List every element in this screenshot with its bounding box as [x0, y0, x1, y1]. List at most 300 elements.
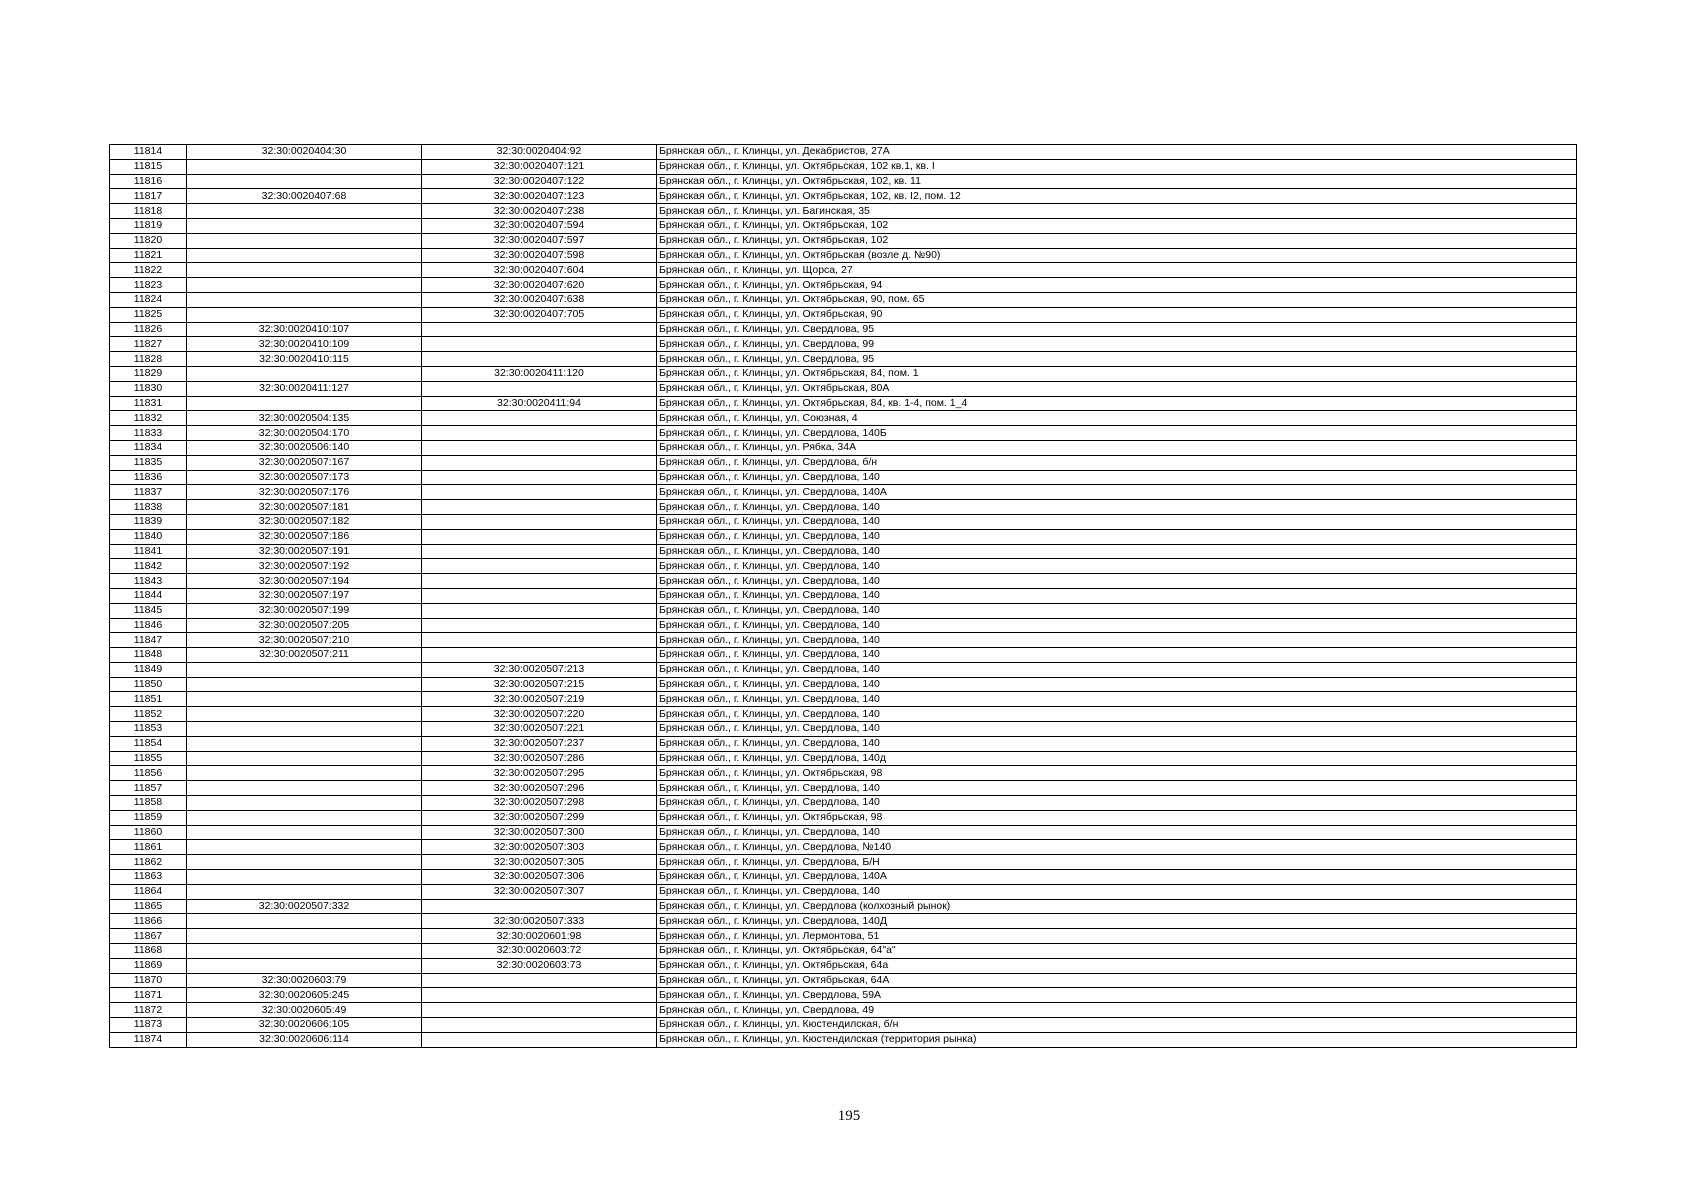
row-number-cell: 11871 [110, 988, 187, 1003]
row-number-cell: 11852 [110, 707, 187, 722]
address-cell: Брянская обл., г. Клинцы, ул. Октябрьская, 80А [657, 381, 1577, 396]
table-row [110, 603, 1577, 618]
row-number-cell: 11851 [110, 692, 187, 707]
address-cell: Брянская обл., г. Клинцы, ул. Октябрьская, 98 [657, 766, 1577, 781]
address-cell: Брянская обл., г. Клинцы, ул. Октябрьская, 102 [657, 218, 1577, 233]
object-cadastral-number-cell: 32:30:0020407:705 [422, 307, 657, 322]
row-number-cell: 11863 [110, 870, 187, 885]
land-cadastral-number-cell: 32:30:0020507:332 [187, 899, 422, 914]
object-cadastral-number-cell [422, 899, 657, 914]
address-cell: Брянская обл., г. Клинцы, ул. Свердлова, 95 [657, 322, 1577, 337]
table-row [110, 840, 1577, 855]
land-cadastral-number-cell [187, 855, 422, 870]
row-number-cell: 11858 [110, 796, 187, 811]
land-cadastral-number-cell [187, 944, 422, 959]
land-cadastral-number-cell [187, 870, 422, 885]
row-number-cell: 11835 [110, 455, 187, 470]
address-cell: Брянская обл., г. Клинцы, ул. Свердлова, 140д [657, 751, 1577, 766]
row-number-cell: 11873 [110, 1018, 187, 1033]
address-cell: Брянская обл., г. Клинцы, ул. Свердлова, 140 [657, 574, 1577, 589]
row-number-cell: 11828 [110, 352, 187, 367]
address-cell: Брянская обл., г. Клинцы, ул. Октябрьская, 90 [657, 307, 1577, 322]
address-cell: Брянская обл., г. Клинцы, ул. Щорса, 27 [657, 263, 1577, 278]
land-cadastral-number-cell: 32:30:0020507:167 [187, 455, 422, 470]
table-row [110, 810, 1577, 825]
table-row [110, 278, 1577, 293]
object-cadastral-number-cell [422, 500, 657, 515]
address-cell: Брянская обл., г. Клинцы, ул. Октябрьская, 102 [657, 233, 1577, 248]
table-row [110, 618, 1577, 633]
row-number-cell: 11831 [110, 396, 187, 411]
land-cadastral-number-cell [187, 278, 422, 293]
address-cell: Брянская обл., г. Клинцы, ул. Союзная, 4 [657, 411, 1577, 426]
object-cadastral-number-cell [422, 973, 657, 988]
land-cadastral-number-cell [187, 218, 422, 233]
address-cell: Брянская обл., г. Клинцы, ул. Свердлова, 140 [657, 529, 1577, 544]
object-cadastral-number-cell: 32:30:0020507:220 [422, 707, 657, 722]
address-cell: Брянская обл., г. Клинцы, ул. Рябка, 34А [657, 440, 1577, 455]
land-cadastral-number-cell: 32:30:0020507:173 [187, 470, 422, 485]
land-cadastral-number-cell: 32:30:0020411:127 [187, 381, 422, 396]
object-cadastral-number-cell [422, 485, 657, 500]
row-number-cell: 11859 [110, 810, 187, 825]
land-cadastral-number-cell: 32:30:0020507:199 [187, 603, 422, 618]
object-cadastral-number-cell [422, 618, 657, 633]
object-cadastral-number-cell [422, 514, 657, 529]
land-cadastral-number-cell: 32:30:0020603:79 [187, 973, 422, 988]
land-cadastral-number-cell: 32:30:0020507:211 [187, 648, 422, 663]
object-cadastral-number-cell: 32:30:0020507:333 [422, 914, 657, 929]
table-row [110, 855, 1577, 870]
object-cadastral-number-cell [422, 322, 657, 337]
row-number-cell: 11823 [110, 278, 187, 293]
table-row [110, 233, 1577, 248]
object-cadastral-number-cell: 32:30:0020407:638 [422, 292, 657, 307]
table-row [110, 988, 1577, 1003]
table-row [110, 145, 1577, 160]
object-cadastral-number-cell [422, 381, 657, 396]
object-cadastral-number-cell [422, 337, 657, 352]
address-cell: Брянская обл., г. Клинцы, ул. Свердлова, 140 [657, 796, 1577, 811]
object-cadastral-number-cell: 32:30:0020507:296 [422, 781, 657, 796]
table-row [110, 455, 1577, 470]
row-number-cell: 11825 [110, 307, 187, 322]
table-row [110, 692, 1577, 707]
address-cell: Брянская обл., г. Клинцы, ул. Свердлова, 140 [657, 884, 1577, 899]
row-number-cell: 11838 [110, 500, 187, 515]
table-row [110, 574, 1577, 589]
land-cadastral-number-cell [187, 751, 422, 766]
address-cell: Брянская обл., г. Клинцы, ул. Свердлова, 140 [657, 470, 1577, 485]
row-number-cell: 11817 [110, 189, 187, 204]
object-cadastral-number-cell [422, 426, 657, 441]
land-cadastral-number-cell [187, 810, 422, 825]
address-cell: Брянская обл., г. Клинцы, ул. Лермонтова, 51 [657, 929, 1577, 944]
row-number-cell: 11848 [110, 648, 187, 663]
object-cadastral-number-cell: 32:30:0020507:307 [422, 884, 657, 899]
row-number-cell: 11865 [110, 899, 187, 914]
table-row [110, 174, 1577, 189]
row-number-cell: 11845 [110, 603, 187, 618]
address-cell: Брянская обл., г. Клинцы, ул. Октябрьская, 98 [657, 810, 1577, 825]
land-cadastral-number-cell [187, 707, 422, 722]
object-cadastral-number-cell [422, 455, 657, 470]
row-number-cell: 11826 [110, 322, 187, 337]
object-cadastral-number-cell [422, 603, 657, 618]
table-row [110, 470, 1577, 485]
address-cell: Брянская обл., г. Клинцы, ул. Свердлова, Б/Н [657, 855, 1577, 870]
land-cadastral-number-cell [187, 781, 422, 796]
object-cadastral-number-cell [422, 352, 657, 367]
address-cell: Брянская обл., г. Клинцы, ул. Октябрьская, 64"а" [657, 944, 1577, 959]
table-row [110, 899, 1577, 914]
address-cell: Брянская обл., г. Клинцы, ул. Октябрьская, 102 кв.1, кв. I [657, 159, 1577, 174]
land-cadastral-number-cell [187, 396, 422, 411]
row-number-cell: 11860 [110, 825, 187, 840]
land-cadastral-number-cell [187, 929, 422, 944]
address-cell: Брянская обл., г. Клинцы, ул. Октябрьская, 102, кв. 11 [657, 174, 1577, 189]
object-cadastral-number-cell: 32:30:0020407:604 [422, 263, 657, 278]
land-cadastral-number-cell: 32:30:0020506:140 [187, 440, 422, 455]
land-cadastral-number-cell: 32:30:0020404:30 [187, 145, 422, 160]
object-cadastral-number-cell: 32:30:0020407:122 [422, 174, 657, 189]
land-cadastral-number-cell [187, 292, 422, 307]
address-cell: Брянская обл., г. Клинцы, ул. Кюстендилская, б/н [657, 1018, 1577, 1033]
object-cadastral-number-cell: 32:30:0020507:295 [422, 766, 657, 781]
table-row [110, 292, 1577, 307]
row-number-cell: 11829 [110, 366, 187, 381]
land-cadastral-number-cell: 32:30:0020410:109 [187, 337, 422, 352]
register-table [109, 144, 1577, 1048]
object-cadastral-number-cell: 32:30:0020507:305 [422, 855, 657, 870]
table-row [110, 307, 1577, 322]
table-row [110, 662, 1577, 677]
object-cadastral-number-cell [422, 559, 657, 574]
row-number-cell: 11827 [110, 337, 187, 352]
land-cadastral-number-cell: 32:30:0020507:182 [187, 514, 422, 529]
row-number-cell: 11816 [110, 174, 187, 189]
object-cadastral-number-cell: 32:30:0020411:94 [422, 396, 657, 411]
row-number-cell: 11841 [110, 544, 187, 559]
table-row [110, 870, 1577, 885]
address-cell: Брянская обл., г. Клинцы, ул. Свердлова, б/н [657, 455, 1577, 470]
object-cadastral-number-cell [422, 1032, 657, 1047]
land-cadastral-number-cell [187, 233, 422, 248]
land-cadastral-number-cell: 32:30:0020606:105 [187, 1018, 422, 1033]
land-cadastral-number-cell [187, 366, 422, 381]
object-cadastral-number-cell [422, 648, 657, 663]
land-cadastral-number-cell: 32:30:0020605:245 [187, 988, 422, 1003]
address-cell: Брянская обл., г. Клинцы, ул. Свердлова, 99 [657, 337, 1577, 352]
table-row [110, 707, 1577, 722]
address-cell: Брянская обл., г. Клинцы, ул. Свердлова, 140 [657, 618, 1577, 633]
row-number-cell: 11819 [110, 218, 187, 233]
row-number-cell: 11861 [110, 840, 187, 855]
table-row [110, 514, 1577, 529]
object-cadastral-number-cell: 32:30:0020507:299 [422, 810, 657, 825]
table-row [110, 736, 1577, 751]
land-cadastral-number-cell [187, 159, 422, 174]
row-number-cell: 11847 [110, 633, 187, 648]
land-cadastral-number-cell [187, 736, 422, 751]
land-cadastral-number-cell [187, 840, 422, 855]
row-number-cell: 11846 [110, 618, 187, 633]
row-number-cell: 11818 [110, 204, 187, 219]
row-number-cell: 11869 [110, 958, 187, 973]
table-row [110, 440, 1577, 455]
land-cadastral-number-cell [187, 248, 422, 263]
land-cadastral-number-cell: 32:30:0020410:115 [187, 352, 422, 367]
address-cell: Брянская обл., г. Клинцы, ул. Свердлова, 140 [657, 692, 1577, 707]
object-cadastral-number-cell: 32:30:0020407:238 [422, 204, 657, 219]
object-cadastral-number-cell [422, 574, 657, 589]
address-cell: Брянская обл., г. Клинцы, ул. Декабристов, 27А [657, 145, 1577, 160]
object-cadastral-number-cell: 32:30:0020407:123 [422, 189, 657, 204]
table-row [110, 633, 1577, 648]
address-cell: Брянская обл., г. Клинцы, ул. Свердлова, 140 [657, 736, 1577, 751]
address-cell: Брянская обл., г. Клинцы, ул. Свердлова, 140Б [657, 426, 1577, 441]
row-number-cell: 11855 [110, 751, 187, 766]
row-number-cell: 11872 [110, 1003, 187, 1018]
object-cadastral-number-cell: 32:30:0020507:306 [422, 870, 657, 885]
address-cell: Брянская обл., г. Клинцы, ул. Октябрьская, 84, кв. 1-4, пом. 1_4 [657, 396, 1577, 411]
land-cadastral-number-cell: 32:30:0020507:194 [187, 574, 422, 589]
object-cadastral-number-cell [422, 588, 657, 603]
table-row [110, 500, 1577, 515]
object-cadastral-number-cell: 32:30:0020601:98 [422, 929, 657, 944]
row-number-cell: 11849 [110, 662, 187, 677]
object-cadastral-number-cell: 32:30:0020507:300 [422, 825, 657, 840]
row-number-cell: 11820 [110, 233, 187, 248]
object-cadastral-number-cell: 32:30:0020507:219 [422, 692, 657, 707]
table-row [110, 588, 1577, 603]
land-cadastral-number-cell: 32:30:0020507:191 [187, 544, 422, 559]
table-row [110, 929, 1577, 944]
address-cell: Брянская обл., г. Клинцы, ул. Октябрьская, 84, пом. 1 [657, 366, 1577, 381]
row-number-cell: 11836 [110, 470, 187, 485]
row-number-cell: 11864 [110, 884, 187, 899]
table-row [110, 751, 1577, 766]
land-cadastral-number-cell [187, 307, 422, 322]
land-cadastral-number-cell [187, 677, 422, 692]
row-number-cell: 11842 [110, 559, 187, 574]
land-cadastral-number-cell: 32:30:0020507:210 [187, 633, 422, 648]
land-cadastral-number-cell [187, 692, 422, 707]
land-cadastral-number-cell: 32:30:0020507:192 [187, 559, 422, 574]
object-cadastral-number-cell: 32:30:0020507:213 [422, 662, 657, 677]
address-cell: Брянская обл., г. Клинцы, ул. Свердлова, 140 [657, 677, 1577, 692]
address-cell: Брянская обл., г. Клинцы, ул. Свердлова, 140 [657, 707, 1577, 722]
row-number-cell: 11815 [110, 159, 187, 174]
table-row [110, 189, 1577, 204]
row-number-cell: 11824 [110, 292, 187, 307]
land-cadastral-number-cell: 32:30:0020410:107 [187, 322, 422, 337]
row-number-cell: 11867 [110, 929, 187, 944]
object-cadastral-number-cell: 32:30:0020507:215 [422, 677, 657, 692]
table-row [110, 529, 1577, 544]
address-cell: Брянская обл., г. Клинцы, ул. Свердлова, 140 [657, 825, 1577, 840]
table-row [110, 218, 1577, 233]
address-cell: Брянская обл., г. Клинцы, ул. Свердлова, 140А [657, 870, 1577, 885]
land-cadastral-number-cell: 32:30:0020605:49 [187, 1003, 422, 1018]
address-cell: Брянская обл., г. Клинцы, ул. Багинская, 35 [657, 204, 1577, 219]
table-row [110, 648, 1577, 663]
table-row [110, 352, 1577, 367]
address-cell: Брянская обл., г. Клинцы, ул. Свердлова, 140 [657, 544, 1577, 559]
address-cell: Брянская обл., г. Клинцы, ул. Свердлова, 140 [657, 633, 1577, 648]
land-cadastral-number-cell: 32:30:0020507:205 [187, 618, 422, 633]
object-cadastral-number-cell [422, 440, 657, 455]
land-cadastral-number-cell [187, 796, 422, 811]
address-cell: Брянская обл., г. Клинцы, ул. Октябрьская, 90, пом. 65 [657, 292, 1577, 307]
table-row [110, 825, 1577, 840]
address-cell: Брянская обл., г. Клинцы, ул. Октябрьская, 102, кв. I2, пом. 12 [657, 189, 1577, 204]
table-row [110, 337, 1577, 352]
address-cell: Брянская обл., г. Клинцы, ул. Свердлова, 140Д [657, 914, 1577, 929]
table-row [110, 426, 1577, 441]
table-row [110, 263, 1577, 278]
address-cell: Брянская обл., г. Клинцы, ул. Свердлова (колхозный рынок) [657, 899, 1577, 914]
address-cell: Брянская обл., г. Клинцы, ул. Свердлова, 140 [657, 588, 1577, 603]
table-row [110, 914, 1577, 929]
object-cadastral-number-cell: 32:30:0020407:598 [422, 248, 657, 263]
address-cell: Брянская обл., г. Клинцы, ул. Свердлова, 140 [657, 722, 1577, 737]
table-row [110, 381, 1577, 396]
table-row [110, 973, 1577, 988]
table-row [110, 766, 1577, 781]
address-cell: Брянская обл., г. Клинцы, ул. Кюстендилская (территория рынка) [657, 1032, 1577, 1047]
object-cadastral-number-cell: 32:30:0020507:286 [422, 751, 657, 766]
table-row [110, 559, 1577, 574]
row-number-cell: 11866 [110, 914, 187, 929]
row-number-cell: 11874 [110, 1032, 187, 1047]
row-number-cell: 11830 [110, 381, 187, 396]
table-row [110, 544, 1577, 559]
object-cadastral-number-cell [422, 470, 657, 485]
address-cell: Брянская обл., г. Клинцы, ул. Свердлова, №140 [657, 840, 1577, 855]
object-cadastral-number-cell: 32:30:0020407:594 [422, 218, 657, 233]
table-row [110, 944, 1577, 959]
row-number-cell: 11833 [110, 426, 187, 441]
address-cell: Брянская обл., г. Клинцы, ул. Свердлова, 140 [657, 603, 1577, 618]
table-row [110, 958, 1577, 973]
register-table-body [110, 145, 1577, 1048]
table-row [110, 411, 1577, 426]
land-cadastral-number-cell: 32:30:0020606:114 [187, 1032, 422, 1047]
object-cadastral-number-cell: 32:30:0020407:597 [422, 233, 657, 248]
land-cadastral-number-cell: 32:30:0020407:68 [187, 189, 422, 204]
row-number-cell: 11862 [110, 855, 187, 870]
object-cadastral-number-cell: 32:30:0020404:92 [422, 145, 657, 160]
address-cell: Брянская обл., г. Клинцы, ул. Октябрьская (возле д. №90) [657, 248, 1577, 263]
land-cadastral-number-cell [187, 263, 422, 278]
row-number-cell: 11850 [110, 677, 187, 692]
address-cell: Брянская обл., г. Клинцы, ул. Свердлова, 95 [657, 352, 1577, 367]
address-cell: Брянская обл., г. Клинцы, ул. Свердлова, 140А [657, 485, 1577, 500]
land-cadastral-number-cell [187, 914, 422, 929]
object-cadastral-number-cell: 32:30:0020407:121 [422, 159, 657, 174]
land-cadastral-number-cell: 32:30:0020507:181 [187, 500, 422, 515]
object-cadastral-number-cell: 32:30:0020507:298 [422, 796, 657, 811]
object-cadastral-number-cell: 32:30:0020603:72 [422, 944, 657, 959]
object-cadastral-number-cell: 32:30:0020411:120 [422, 366, 657, 381]
row-number-cell: 11837 [110, 485, 187, 500]
land-cadastral-number-cell [187, 958, 422, 973]
row-number-cell: 11832 [110, 411, 187, 426]
object-cadastral-number-cell [422, 411, 657, 426]
table-row [110, 796, 1577, 811]
table-row [110, 722, 1577, 737]
address-cell: Брянская обл., г. Клинцы, ул. Свердлова, 140 [657, 648, 1577, 663]
row-number-cell: 11814 [110, 145, 187, 160]
table-row [110, 1003, 1577, 1018]
table-row [110, 396, 1577, 411]
table-row [110, 366, 1577, 381]
object-cadastral-number-cell [422, 544, 657, 559]
address-cell: Брянская обл., г. Клинцы, ул. Свердлова, 140 [657, 514, 1577, 529]
row-number-cell: 11856 [110, 766, 187, 781]
table-row [110, 1032, 1577, 1047]
table-row [110, 677, 1577, 692]
object-cadastral-number-cell [422, 1003, 657, 1018]
row-number-cell: 11844 [110, 588, 187, 603]
table-row [110, 204, 1577, 219]
object-cadastral-number-cell [422, 1018, 657, 1033]
object-cadastral-number-cell: 32:30:0020603:73 [422, 958, 657, 973]
land-cadastral-number-cell [187, 884, 422, 899]
object-cadastral-number-cell [422, 529, 657, 544]
row-number-cell: 11854 [110, 736, 187, 751]
land-cadastral-number-cell: 32:30:0020504:135 [187, 411, 422, 426]
land-cadastral-number-cell: 32:30:0020507:186 [187, 529, 422, 544]
row-number-cell: 11822 [110, 263, 187, 278]
land-cadastral-number-cell [187, 825, 422, 840]
table-row [110, 159, 1577, 174]
address-cell: Брянская обл., г. Клинцы, ул. Свердлова, 140 [657, 662, 1577, 677]
row-number-cell: 11821 [110, 248, 187, 263]
land-cadastral-number-cell [187, 662, 422, 677]
address-cell: Брянская обл., г. Клинцы, ул. Свердлова, 49 [657, 1003, 1577, 1018]
object-cadastral-number-cell [422, 633, 657, 648]
address-cell: Брянская обл., г. Клинцы, ул. Свердлова, 140 [657, 500, 1577, 515]
land-cadastral-number-cell: 32:30:0020507:197 [187, 588, 422, 603]
row-number-cell: 11853 [110, 722, 187, 737]
address-cell: Брянская обл., г. Клинцы, ул. Свердлова, 59А [657, 988, 1577, 1003]
land-cadastral-number-cell [187, 766, 422, 781]
table-row [110, 781, 1577, 796]
address-cell: Брянская обл., г. Клинцы, ул. Октябрьская, 64а [657, 958, 1577, 973]
row-number-cell: 11839 [110, 514, 187, 529]
object-cadastral-number-cell [422, 988, 657, 1003]
row-number-cell: 11834 [110, 440, 187, 455]
table-row [110, 485, 1577, 500]
table-row [110, 248, 1577, 263]
row-number-cell: 11868 [110, 944, 187, 959]
land-cadastral-number-cell: 32:30:0020504:170 [187, 426, 422, 441]
row-number-cell: 11843 [110, 574, 187, 589]
land-cadastral-number-cell [187, 204, 422, 219]
address-cell: Брянская обл., г. Клинцы, ул. Октябрьская, 64А [657, 973, 1577, 988]
row-number-cell: 11840 [110, 529, 187, 544]
row-number-cell: 11857 [110, 781, 187, 796]
object-cadastral-number-cell: 32:30:0020507:303 [422, 840, 657, 855]
address-cell: Брянская обл., г. Клинцы, ул. Свердлова, 140 [657, 781, 1577, 796]
land-cadastral-number-cell: 32:30:0020507:176 [187, 485, 422, 500]
address-cell: Брянская обл., г. Клинцы, ул. Октябрьская, 94 [657, 278, 1577, 293]
object-cadastral-number-cell: 32:30:0020407:620 [422, 278, 657, 293]
table-row [110, 884, 1577, 899]
land-cadastral-number-cell [187, 174, 422, 189]
